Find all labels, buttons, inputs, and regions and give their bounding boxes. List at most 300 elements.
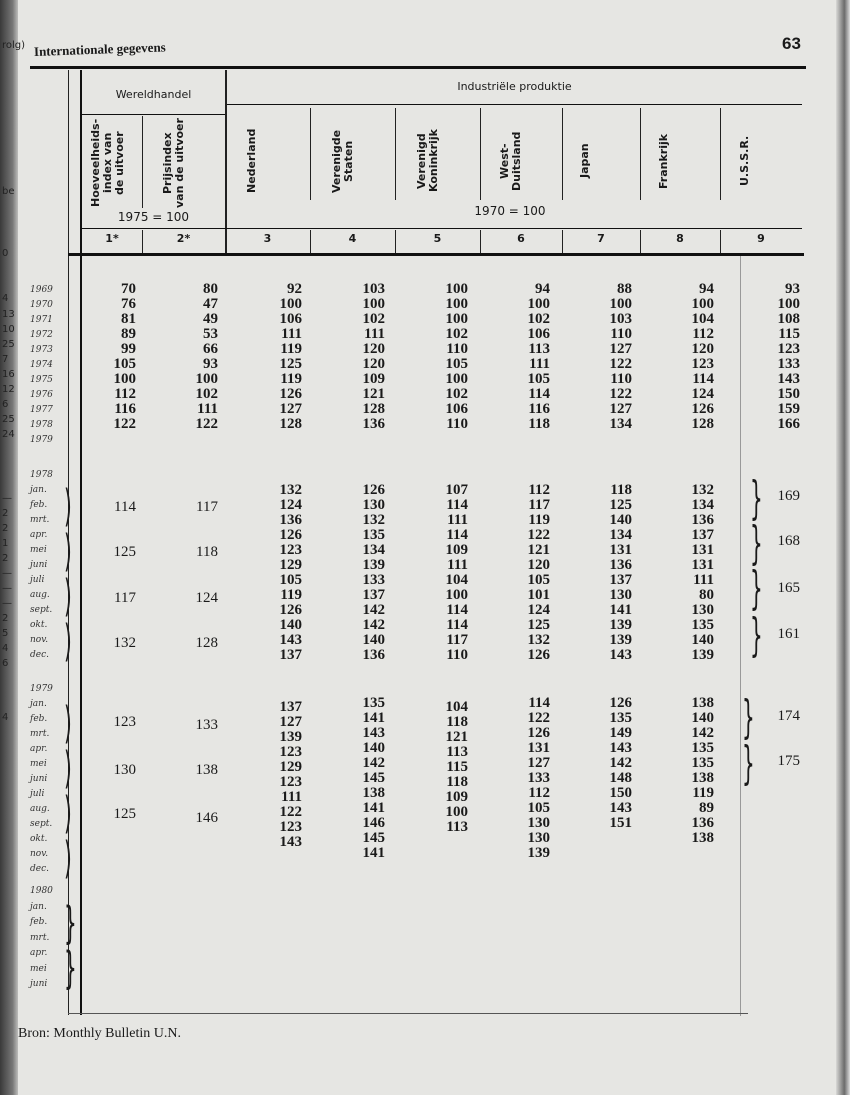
annual-value: 119	[280, 371, 302, 387]
annual-value: 66	[203, 341, 218, 357]
monthly-value-1979: 145	[362, 770, 385, 786]
row-label-1979: okt.	[30, 834, 48, 844]
annual-value: 128	[362, 401, 385, 417]
monthly-value-1979: 135	[691, 740, 714, 756]
adjacent-page-text: 4	[2, 293, 9, 304]
adjacent-page-text: 2	[2, 508, 9, 519]
column-header-label: West- Duitsland	[498, 131, 523, 191]
quarterly-value-1979: 125	[113, 805, 136, 822]
annual-value: 109	[362, 371, 385, 387]
annual-value: 100	[445, 296, 468, 312]
monthly-value-1978: 130	[609, 587, 632, 603]
column-header-label: Frankrijk	[657, 133, 670, 189]
top-rule	[30, 66, 806, 69]
row-label-1979: feb.	[30, 714, 48, 724]
adjacent-page-text: 4	[2, 643, 9, 654]
annual-value: 100	[279, 296, 302, 312]
annual-value: 110	[446, 416, 468, 432]
adjacent-page-text: —	[2, 583, 12, 594]
quarter-bracket: )	[64, 613, 72, 667]
monthly-value-1978: 139	[609, 632, 632, 648]
header-bottom-rule	[68, 253, 804, 256]
row-label-year: 1971	[30, 315, 53, 325]
monthly-value-1978: 140	[362, 632, 385, 648]
quarterly-value-1979: 146	[195, 810, 218, 826]
quarterly-value-1978: 124	[195, 590, 218, 606]
monthly-value-1978: 134	[362, 542, 385, 558]
monthly-value-1978: 125	[527, 617, 550, 633]
annual-value: 110	[610, 326, 632, 342]
quarterly-value-1978: 118	[196, 543, 218, 560]
row-label-1980: apr.	[30, 948, 48, 958]
monthly-value-1978: 119	[528, 512, 550, 528]
column-divider	[310, 108, 311, 200]
annual-value: 80	[203, 281, 218, 297]
annual-value: 76	[121, 296, 136, 312]
row-label-1979: mrt.	[30, 729, 50, 739]
monthly-value-1978: 125	[609, 497, 632, 513]
row-label-1978: sept.	[30, 605, 53, 615]
monthly-value-1978: 133	[362, 572, 385, 588]
adjacent-page-text: 12	[2, 384, 15, 395]
row-label-1978: jan.	[30, 485, 47, 495]
monthly-value-1978: 117	[446, 632, 468, 648]
monthly-value-1979: 143	[609, 740, 632, 756]
monthly-value-1979: 143	[362, 725, 385, 741]
monthly-value-1978: 136	[279, 512, 302, 528]
annual-value: 103	[362, 281, 385, 297]
column-divider	[142, 116, 143, 208]
quarterly-value-1979: 123	[113, 714, 136, 730]
monthly-value-1979: 145	[362, 830, 385, 846]
monthly-value-1979: 135	[362, 695, 385, 711]
annual-value: 143	[777, 371, 800, 387]
annual-value: 112	[692, 326, 714, 342]
row-label-1980: feb.	[30, 917, 48, 927]
monthly-value-1979: 122	[279, 804, 302, 820]
row-label-1979: juli	[30, 789, 45, 799]
row-label-1980: jan.	[30, 901, 47, 912]
monthly-value-1978: 136	[691, 512, 714, 528]
annual-value: 114	[528, 386, 550, 402]
row-label-year: 1977	[30, 405, 53, 415]
monthly-value-1979: 137	[279, 699, 302, 715]
row-label-1980: 1980	[30, 886, 53, 896]
row-label-1978: juni	[30, 560, 48, 570]
monthly-value-1979: 100	[445, 804, 468, 820]
row-label-1978: feb.	[30, 500, 48, 510]
quarterly-value-1979: 130	[113, 762, 136, 778]
monthly-value-1978: 129	[279, 557, 302, 573]
annual-value: 116	[114, 401, 136, 417]
monthly-value-1978: 80	[699, 587, 714, 603]
adjacent-page-text: 13	[2, 309, 15, 320]
annual-value: 70	[121, 281, 136, 297]
row-label-year: 1972	[30, 330, 53, 340]
monthly-value-1978: 111	[447, 512, 468, 528]
monthly-value-1978: 134	[691, 497, 714, 513]
annual-value: 102	[195, 386, 218, 402]
row-label-1978: 1978	[30, 470, 53, 480]
monthly-value-1978: 112	[528, 482, 550, 498]
annual-value: 106	[279, 311, 302, 327]
adjacent-page-text: 2	[2, 553, 9, 564]
monthly-value-1979: 113	[446, 744, 468, 760]
annual-value: 113	[528, 341, 550, 357]
annual-value: 133	[777, 356, 800, 372]
annual-value: 100	[445, 311, 468, 327]
annual-value: 120	[362, 341, 385, 357]
annual-value: 128	[279, 416, 302, 432]
monthly-value-1979: 136	[691, 815, 714, 831]
monthly-value-1979: 112	[528, 785, 550, 801]
monthly-value-1978: 139	[691, 647, 714, 663]
page-edge	[836, 0, 850, 1095]
monthly-value-1978: 137	[609, 572, 632, 588]
quarter-bracket: }	[750, 515, 763, 570]
annual-value: 47	[203, 296, 218, 312]
adjacent-page-text: —	[2, 493, 12, 504]
row-label-1979: 1979	[30, 684, 53, 694]
monthly-value-1978: 137	[362, 587, 385, 603]
annual-value: 102	[362, 311, 385, 327]
annual-value: 53	[203, 326, 218, 342]
column-header-label: Nederland	[244, 128, 258, 194]
column-number-divider	[395, 230, 396, 253]
annual-value: 122	[609, 386, 632, 402]
quarter-bracket: )	[64, 478, 72, 532]
monthly-value-1978: 140	[691, 632, 714, 648]
monthly-value-1979: 130	[527, 815, 550, 831]
row-label-1979: apr.	[30, 744, 48, 754]
monthly-value-1978: 139	[609, 617, 632, 633]
quarter-bracket: }	[750, 470, 763, 525]
monthly-value-1978: 137	[691, 527, 714, 543]
monthly-value-1979: 150	[609, 785, 632, 801]
column-divider	[562, 108, 563, 200]
quarter-bracket: }	[64, 895, 77, 949]
monthly-value-1978: 126	[362, 482, 385, 498]
adjacent-page-text: 25	[2, 414, 15, 425]
adjacent-page-text: 1	[2, 538, 9, 549]
monthly-value-1978: 131	[691, 557, 714, 573]
monthly-value-1978: 109	[445, 542, 468, 558]
quarterly-value-1978: 132	[113, 635, 136, 651]
annual-value: 102	[527, 311, 550, 327]
row-label-year: 1970	[30, 300, 53, 310]
monthly-value-1978: 135	[362, 527, 385, 543]
row-label-1978: aug.	[30, 590, 50, 600]
monthly-value-1979: 114	[528, 695, 550, 711]
monthly-value-1978: 142	[362, 602, 385, 618]
quarterly-value-1978: 128	[195, 635, 218, 651]
adjacent-page-text: 2	[2, 523, 9, 534]
monthly-value-1979: 140	[691, 710, 714, 726]
annual-value: 128	[691, 416, 714, 432]
industrial-rule	[227, 104, 802, 105]
row-label-1978: dec.	[30, 650, 49, 660]
monthly-value-1978: 136	[362, 647, 385, 663]
annual-value: 100	[195, 371, 218, 387]
column-number: 9	[757, 232, 765, 245]
monthly-value-1978: 118	[610, 482, 632, 498]
column-number: 6	[517, 232, 525, 245]
column-header-label: Verenigd Koninkrijk	[414, 129, 440, 193]
monthly-value-1979: 89	[699, 800, 714, 816]
monthly-value-1978: 123	[279, 542, 302, 558]
annual-value: 103	[609, 311, 632, 327]
adjacent-page-text: 6	[2, 399, 9, 410]
monthly-value-1979: 138	[691, 695, 714, 711]
monthly-value-1979: 135	[609, 710, 632, 726]
annual-value: 102	[445, 386, 468, 402]
row-label-1979: juni	[30, 774, 48, 784]
monthly-value-1978: 100	[445, 587, 468, 603]
quarterly-value-1979: 175	[777, 753, 800, 769]
annual-value: 102	[445, 326, 468, 342]
annual-value: 104	[691, 311, 714, 327]
monthly-value-1978: 114	[446, 497, 468, 513]
column-number-divider	[720, 230, 721, 253]
monthly-value-1978: 105	[527, 572, 550, 588]
monthly-value-1979: 122	[527, 710, 550, 726]
quarter-bracket: )	[64, 523, 72, 577]
annual-value: 99	[121, 341, 136, 357]
row-label-year: 1976	[30, 390, 53, 400]
monthly-value-1979: 135	[691, 755, 714, 771]
annual-value: 100	[113, 371, 136, 387]
annual-value: 120	[691, 341, 714, 357]
row-label-year: 1969	[30, 285, 53, 295]
column-number: 2*	[176, 232, 191, 245]
annual-value: 110	[610, 371, 632, 387]
faint-column-line	[740, 256, 741, 1016]
adjacent-page-text: 7	[2, 354, 9, 365]
column-divider	[480, 108, 481, 200]
adjacent-page-text: 16	[2, 369, 15, 380]
monthly-value-1978: 130	[691, 602, 714, 618]
annual-value: 118	[528, 416, 550, 432]
annual-value: 116	[528, 401, 550, 417]
annual-value: 100	[362, 296, 385, 312]
quarter-bracket: }	[750, 607, 763, 662]
quarterly-value-1979: 138	[195, 762, 218, 778]
column-number-divider	[310, 230, 311, 253]
monthly-value-1978: 135	[691, 617, 714, 633]
row-label-1978: okt.	[30, 620, 48, 630]
column-divider	[225, 108, 226, 200]
monthly-value-1978: 111	[447, 557, 468, 573]
adjacent-page-text: 2	[2, 613, 9, 624]
monthly-value-1979: 126	[609, 695, 632, 711]
annual-value: 100	[445, 371, 468, 387]
annual-value: 112	[114, 386, 136, 402]
adjacent-page-text: 10	[2, 324, 15, 335]
monthly-value-1979: 140	[362, 740, 385, 756]
quarter-bracket: )	[64, 785, 72, 839]
annual-value: 119	[280, 341, 302, 357]
monthly-value-1979: 127	[527, 755, 550, 771]
monthly-value-1978: 124	[527, 602, 550, 618]
row-label-1978: mrt.	[30, 515, 50, 525]
monthly-value-1978: 114	[446, 527, 468, 543]
monthly-value-1979: 146	[362, 815, 385, 831]
monthly-value-1979: 142	[691, 725, 714, 741]
column-number-divider	[480, 230, 481, 253]
column-divider	[395, 108, 396, 200]
monthly-value-1978: 139	[362, 557, 385, 573]
annual-value: 93	[203, 356, 218, 372]
source-note: Bron: Monthly Bulletin U.N.	[18, 1026, 181, 1041]
quarterly-value-1978: 117	[114, 590, 136, 606]
quarterly-value-1979: 133	[195, 717, 218, 733]
monthly-value-1979: 123	[279, 819, 302, 835]
annual-value: 111	[281, 326, 302, 342]
annual-value: 114	[692, 371, 714, 387]
row-label-1978: juli	[30, 575, 45, 585]
monthly-value-1978: 104	[445, 572, 468, 588]
monthly-value-1979: 119	[692, 785, 714, 801]
annual-value: 94	[535, 281, 550, 297]
quarter-bracket: }	[750, 560, 763, 615]
monthly-value-1979: 121	[445, 729, 468, 745]
annual-value: 115	[778, 326, 800, 342]
adjacent-page-text: 24	[2, 429, 15, 440]
annual-value: 106	[527, 326, 550, 342]
adjacent-page-text: —	[2, 598, 12, 609]
monthly-value-1979: 118	[446, 714, 468, 730]
monthly-value-1979: 131	[527, 740, 550, 756]
annual-value: 88	[617, 281, 632, 297]
annual-value: 100	[527, 296, 550, 312]
monthly-value-1978: 114	[446, 617, 468, 633]
row-label-1979: dec.	[30, 864, 49, 874]
row-label-1980: mei	[30, 963, 47, 974]
annual-value: 124	[691, 386, 714, 402]
annual-value: 123	[691, 356, 714, 372]
monthly-value-1979: 143	[609, 800, 632, 816]
monthly-value-1978: 122	[527, 527, 550, 543]
annual-value: 166	[777, 416, 800, 432]
monthly-value-1978: 143	[609, 647, 632, 663]
annual-value: 150	[777, 386, 800, 402]
row-label-1979: jan.	[30, 699, 47, 709]
monthly-value-1978: 143	[279, 632, 302, 648]
column-header-label: Hoeveelheids- index van de uitvoer	[89, 118, 126, 208]
column-number: 8	[676, 232, 684, 245]
column-divider	[640, 108, 641, 200]
page-number: 63	[782, 34, 801, 53]
monthly-value-1979: 148	[609, 770, 632, 786]
adjacent-page-text: 4	[2, 712, 9, 723]
adjacent-page-text: 5	[2, 628, 9, 639]
quarterly-value-1978: 165	[777, 579, 800, 596]
monthly-value-1978: 134	[609, 527, 632, 543]
annual-value: 127	[609, 401, 632, 417]
monthly-value-1978: 140	[609, 512, 632, 528]
annual-value: 108	[777, 311, 800, 327]
adjacent-page-text: 6	[2, 658, 9, 669]
section-title: Internationale gegevens	[33, 39, 166, 59]
annual-value: 111	[364, 326, 385, 342]
monthly-value-1978: 111	[693, 572, 714, 588]
quarter-bracket: )	[64, 740, 72, 794]
annual-value: 122	[609, 356, 632, 372]
monthly-value-1979: 104	[445, 699, 468, 715]
quarterly-value-1978: 125	[113, 543, 136, 560]
monthly-value-1979: 109	[445, 789, 468, 805]
adjacent-page-text: 0	[2, 248, 9, 259]
annual-value: 93	[785, 281, 800, 297]
monthly-value-1978: 120	[527, 557, 550, 573]
annual-value: 92	[287, 281, 302, 297]
monthly-value-1979: 138	[691, 770, 714, 786]
monthly-value-1979: 133	[527, 770, 550, 786]
adjacent-page-text: 25	[2, 339, 15, 350]
monthly-value-1978: 131	[691, 542, 714, 558]
monthly-value-1978: 132	[279, 482, 302, 498]
annual-value: 159	[777, 401, 800, 417]
quarterly-value-1978: 114	[114, 498, 136, 515]
quarterly-value-1978: 117	[196, 498, 218, 515]
monthly-value-1979: 123	[279, 744, 302, 760]
column-header-label: Japan	[578, 143, 591, 179]
monthly-value-1978: 121	[527, 542, 550, 558]
monthly-value-1978: 132	[527, 632, 550, 648]
monthly-value-1978: 132	[362, 512, 385, 528]
annual-value: 111	[529, 356, 550, 372]
monthly-value-1979: 113	[446, 819, 468, 835]
quarter-bracket: )	[64, 568, 72, 622]
column-number: 3	[263, 232, 272, 245]
monthly-value-1978: 131	[609, 542, 632, 558]
annual-value: 120	[362, 356, 385, 372]
monthly-value-1979: 111	[281, 789, 302, 805]
quarter-bracket: }	[64, 940, 77, 994]
monthly-value-1978: 110	[446, 647, 468, 663]
monthly-value-1979: 105	[527, 800, 550, 816]
row-label-1979: aug.	[30, 804, 50, 814]
column-header-label: Prijsindex van de uitvoer	[160, 118, 186, 208]
annual-value: 136	[362, 416, 385, 432]
annual-value: 100	[445, 281, 468, 297]
base-1975: 1975 = 100	[117, 210, 190, 224]
monthly-value-1979: 123	[279, 774, 302, 790]
monthly-value-1978: 126	[279, 602, 302, 618]
monthly-value-1978: 132	[691, 482, 714, 498]
annual-value: 105	[527, 371, 550, 387]
annual-value: 122	[113, 416, 136, 432]
monthly-value-1979: 141	[362, 845, 385, 861]
annual-value: 100	[777, 296, 800, 312]
annual-value: 126	[279, 386, 302, 402]
adjacent-page-text: be	[2, 186, 15, 197]
monthly-value-1978: 124	[279, 497, 302, 513]
monthly-value-1979: 151	[609, 815, 632, 831]
column-divider	[720, 108, 721, 200]
column-number: 7	[597, 232, 605, 245]
annual-value: 111	[197, 401, 218, 417]
annual-value: 49	[203, 311, 218, 327]
annual-value: 110	[446, 341, 468, 357]
monthly-value-1978: 140	[279, 617, 302, 633]
monthly-value-1979: 142	[362, 755, 385, 771]
monthly-value-1979: 141	[362, 800, 385, 816]
monthly-value-1979: 138	[362, 785, 385, 801]
row-label-year: 1979	[30, 435, 53, 445]
base-1970: 1970 = 100	[474, 204, 546, 218]
column-header-label: U.S.S.R.	[738, 135, 751, 187]
